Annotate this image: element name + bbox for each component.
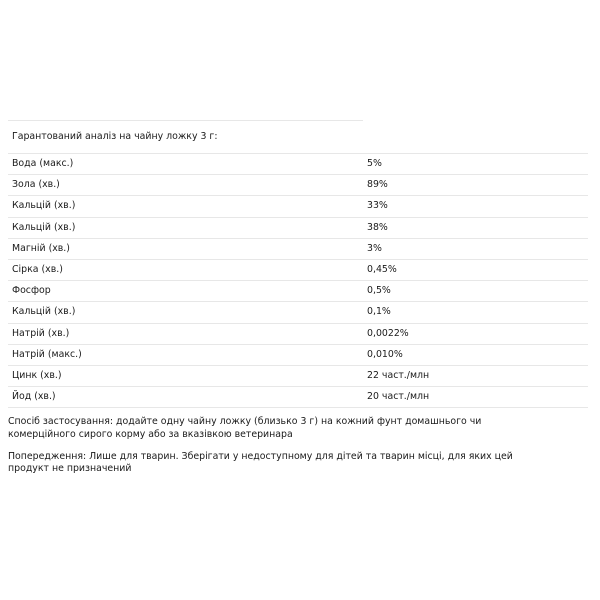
nutrient-value: 22 част./млн — [363, 365, 588, 386]
table-row — [8, 344, 588, 365]
product-analysis-panel — [8, 120, 592, 475]
nutrient-value: 0,0022% — [363, 323, 588, 344]
nutrient-value: 3% — [363, 238, 588, 259]
warning-text: Попередження: Лише для тварин. Зберігати у недоступному для дітей та тварин місці, для яких цей продукт не призначений — [8, 450, 513, 475]
nutrient-value: 5% — [363, 154, 588, 175]
nutrient-name: Йод (хв.) — [8, 387, 363, 408]
nutrient-value: 20 част./млн — [363, 387, 588, 408]
nutrient-name: Зола (хв.) — [8, 175, 363, 196]
table-row — [8, 387, 588, 408]
guaranteed-analysis-table — [8, 120, 588, 408]
analysis-body — [8, 154, 588, 408]
table-row — [8, 217, 588, 238]
table-row — [8, 175, 588, 196]
nutrient-value: 38% — [363, 217, 588, 238]
table-row — [8, 302, 588, 323]
nutrient-name: Кальцій (хв.) — [8, 217, 363, 238]
nutrient-name: Магній (хв.) — [8, 238, 363, 259]
table-row — [8, 323, 588, 344]
analysis-value-header — [363, 121, 588, 154]
nutrient-value: 33% — [363, 196, 588, 217]
nutrient-value: 0,5% — [363, 281, 588, 302]
nutrient-name: Цинк (хв.) — [8, 365, 363, 386]
nutrient-value: 89% — [363, 175, 588, 196]
table-row — [8, 281, 588, 302]
table-row — [8, 238, 588, 259]
table-row — [8, 259, 588, 280]
nutrient-name: Натрій (макс.) — [8, 344, 363, 365]
table-row — [8, 196, 588, 217]
nutrient-name: Натрій (хв.) — [8, 323, 363, 344]
analysis-header-row — [8, 121, 588, 154]
table-row — [8, 154, 588, 175]
nutrient-value: 0,010% — [363, 344, 588, 365]
table-row — [8, 365, 588, 386]
nutrient-value: 0,45% — [363, 259, 588, 280]
nutrient-name: Фосфор — [8, 281, 363, 302]
nutrient-name: Вода (макс.) — [8, 154, 363, 175]
analysis-header — [8, 121, 588, 154]
usage-instructions: Спосіб застосування: додайте одну чайну ложку (близько 3 г) на кожний фунт домашнього чи комерційного сирого корму або за вказівкою ветеринара — [8, 416, 482, 440]
nutrient-name: Кальцій (хв.) — [8, 302, 363, 323]
nutrient-name: Сірка (хв.) — [8, 259, 363, 280]
nutrient-value: 0,1% — [363, 302, 588, 323]
analysis-title: Гарантований аналіз на чайну ложку 3 г: — [8, 121, 363, 154]
nutrient-name: Кальцій (хв.) — [8, 196, 363, 217]
